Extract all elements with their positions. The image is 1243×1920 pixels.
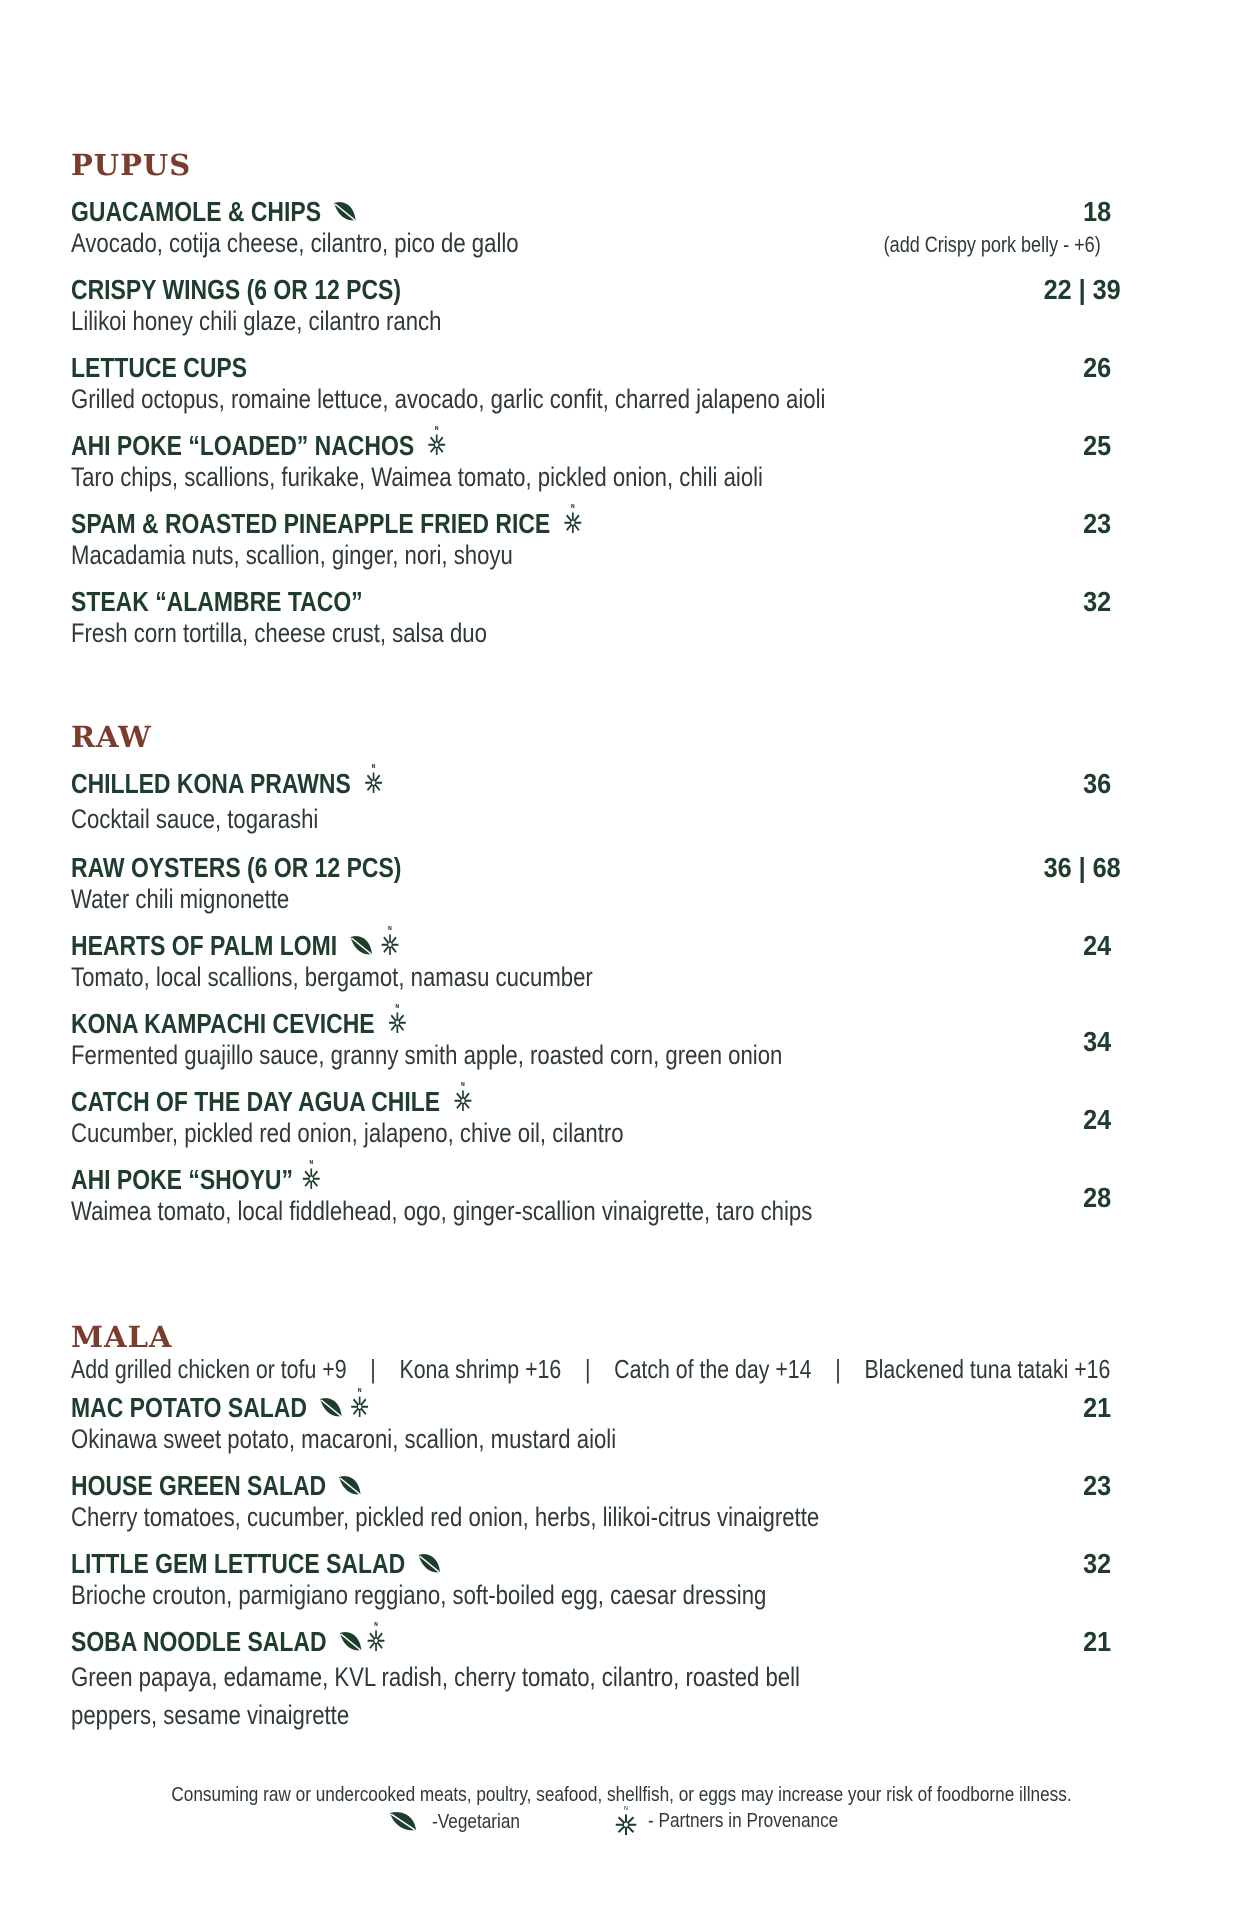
- menu-item: [71, 930, 1111, 993]
- item-name: KONA KAMPACHI CEVICHE: [71, 1008, 375, 1039]
- legend-provenance: [612, 1804, 869, 1838]
- item-price: 23: [1082, 508, 1111, 539]
- menu-item: [71, 1548, 1111, 1611]
- item-name: GUACAMOLE & CHIPS: [71, 196, 322, 227]
- vegetarian-leaf-icon: [333, 200, 358, 224]
- legend-vegetarian-label: -Vegetarian: [432, 1810, 520, 1833]
- item-name: HOUSE GREEN SALAD: [71, 1470, 327, 1501]
- item-name: RAW OYSTERS (6 OR 12 PCS): [71, 852, 402, 883]
- provenance-star-icon: [426, 424, 449, 458]
- menu-item: [71, 1086, 1111, 1149]
- item-price: 36 | 68: [1043, 852, 1121, 883]
- legend-vegetarian: [388, 1810, 534, 1834]
- section-mala: [71, 1320, 1151, 1730]
- item-price: 25: [1082, 430, 1111, 461]
- item-description: Water chili mignonette: [71, 884, 290, 914]
- item-description: Lilikoi honey chili glaze, cilantro ranch: [71, 306, 442, 336]
- menu-item: [71, 768, 1111, 835]
- legend: [0, 1810, 1243, 1840]
- item-description: Waimea tomato, local fiddlehead, ogo, ginger-scallion vinaigrette, taro chips: [71, 1196, 813, 1226]
- menu-item: [71, 430, 1111, 493]
- provenance-star-icon: [612, 1804, 640, 1838]
- item-price: 24: [1082, 930, 1111, 961]
- menu-item: [71, 1626, 1111, 1734]
- menu-item: [71, 274, 1121, 337]
- item-name: LITTLE GEM LETTUCE SALAD: [71, 1548, 406, 1579]
- provenance-star-icon: [362, 762, 385, 796]
- menu-item: [71, 1392, 1111, 1455]
- vegetarian-leaf-icon: [338, 1630, 363, 1654]
- item-description: Cucumber, pickled red onion, jalapeno, chive oil, cilantro: [71, 1118, 624, 1148]
- vegetarian-leaf-icon: [349, 934, 374, 958]
- item-name: LETTUCE CUPS: [71, 352, 248, 383]
- vegetarian-leaf-icon: [318, 1396, 343, 1420]
- item-name: STEAK “ALAMBRE TACO”: [71, 586, 363, 617]
- section-title: RAW: [71, 720, 152, 754]
- item-description: Macadamia nuts, scallion, ginger, nori, shoyu: [71, 540, 513, 570]
- item-name: SPAM & ROASTED PINEAPPLE FRIED RICE: [71, 508, 551, 539]
- menu-item: [71, 196, 1111, 259]
- menu-item: [71, 1008, 1111, 1071]
- item-price: 28: [1082, 1182, 1111, 1213]
- provenance-star-icon: [452, 1080, 475, 1114]
- item-price: 34: [1082, 1026, 1111, 1057]
- item-price: 32: [1082, 1548, 1111, 1579]
- addons-line: Add grilled chicken or tofu +9 | Kona shrimp +16 | Catch of the day +14 | Blackened tuna tataki +16: [71, 1354, 1111, 1384]
- item-price: 32: [1082, 586, 1111, 617]
- item-description: Taro chips, scallions, furikake, Waimea tomato, pickled onion, chili aioli: [71, 462, 763, 492]
- item-price: 23: [1082, 1470, 1111, 1501]
- item-name: CRISPY WINGS (6 OR 12 PCS): [71, 274, 402, 305]
- section-pupus: [71, 148, 1151, 648]
- menu-item: [71, 852, 1121, 915]
- item-name: HEARTS OF PALM LOMI: [71, 930, 338, 961]
- item-price: 26: [1082, 352, 1111, 383]
- menu-item: [71, 586, 1111, 649]
- provenance-star-icon: [562, 502, 585, 536]
- item-name: CHILLED KONA PRAWNS: [71, 768, 351, 799]
- item-name: AHI POKE “LOADED” NACHOS: [71, 430, 415, 461]
- provenance-star-icon: [348, 1386, 371, 1420]
- vegetarian-leaf-icon: [388, 1810, 418, 1834]
- item-description: Cherry tomatoes, cucumber, pickled red onion, herbs, lilikoi-citrus vinaigrette: [71, 1502, 820, 1532]
- provenance-star-icon: [386, 1002, 409, 1036]
- item-price: 24: [1082, 1104, 1111, 1135]
- provenance-star-icon: [378, 924, 401, 958]
- item-name: MAC POTATO SALAD: [71, 1392, 307, 1423]
- provenance-star-icon: [300, 1158, 323, 1192]
- foodborne-disclaimer: Consuming raw or undercooked meats, poultry, seafood, shellfish, or eggs may increase your risk of foodborne illness.: [171, 1784, 1072, 1806]
- vegetarian-leaf-icon: [338, 1474, 363, 1498]
- item-price: 18: [1082, 196, 1111, 227]
- item-description: Cocktail sauce, togarashi: [71, 804, 319, 834]
- item-description: Brioche crouton, parmigiano reggiano, soft-boiled egg, caesar dressing: [71, 1580, 767, 1610]
- menu-item: [71, 1164, 1111, 1227]
- menu-item: [71, 508, 1111, 571]
- vegetarian-leaf-icon: [417, 1552, 442, 1576]
- item-price: 22 | 39: [1043, 274, 1121, 305]
- item-description: Grilled octopus, romaine lettuce, avocado, garlic confit, charred jalapeno aioli: [71, 384, 826, 414]
- item-price-note: (add Crispy pork belly - +6): [883, 232, 1101, 257]
- item-description: Green papaya, edamame, KVL radish, cherry tomato, cilantro, roasted bell peppers, sesame vinaigrette: [71, 1662, 800, 1730]
- provenance-star-icon: [364, 1620, 387, 1654]
- item-description: Okinawa sweet potato, macaroni, scallion, mustard aioli: [71, 1424, 617, 1454]
- item-description: Avocado, cotija cheese, cilantro, pico de gallo: [71, 228, 519, 258]
- item-description: Fresh corn tortilla, cheese crust, salsa duo: [71, 618, 487, 648]
- item-name: SOBA NOODLE SALAD: [71, 1626, 327, 1657]
- section-raw: [71, 720, 1151, 1226]
- section-title: MALA: [71, 1320, 173, 1354]
- item-name: AHI POKE “SHOYU”: [71, 1164, 293, 1195]
- item-price: 36: [1082, 768, 1111, 799]
- item-description: Tomato, local scallions, bergamot, namasu cucumber: [71, 962, 593, 992]
- item-price: 21: [1082, 1626, 1111, 1657]
- section-title: PUPUS: [71, 148, 192, 182]
- item-description: Fermented guajillo sauce, granny smith apple, roasted corn, green onion: [71, 1040, 783, 1070]
- menu-item: [71, 1470, 1111, 1533]
- legend-provenance-label: - Partners in Provenance: [648, 1809, 839, 1832]
- item-price: 21: [1082, 1392, 1111, 1423]
- item-name: CATCH OF THE DAY AGUA CHILE: [71, 1086, 441, 1117]
- menu-item: [71, 352, 1111, 415]
